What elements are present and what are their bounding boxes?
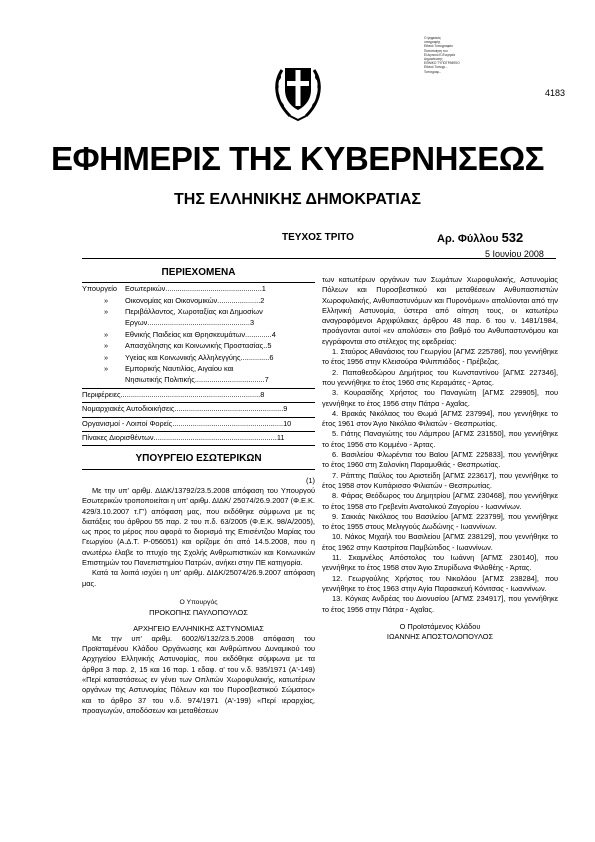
retiree-item: 6. Βασιλείου Φλωρέντια του Βαϊου [ΑΓΜΣ 225833], που γεννήθηκε το έτος 1960 στη Σαλονίκη Παραμυθιάς - Θεσπρωτίας. — [322, 450, 558, 470]
contents-row-label: » — [104, 341, 109, 351]
stamp-line: Ο ψηφιακός — [424, 36, 441, 40]
agency-heading: ΑΡΧΗΓΕΙΟ ΕΛΛΗΝΙΚΗΣ ΑΣΤΥΝΟΜΙΑΣ — [133, 623, 264, 633]
retiree-item: 13. Κόγκας Ανδρέας του Διονυσίου [ΑΓΜΣ 234917], που γεννήθηκε το έτος 1956 στην Πάτρα - Αχαΐας. — [322, 594, 558, 614]
contents-row-text: Νομαρχιακές Αυτοδιοικήσεις.....................................................9 — [82, 404, 288, 414]
stamp-line: Εθνικό Τυπογραφείο — [424, 44, 453, 49]
contents-row — [82, 419, 315, 430]
right-column — [322, 275, 558, 642]
retiree-item: 12. Γεωργούλης Χρήστος του Νικολάου [ΑΓΜΣ 238284], που γεννήθηκε το έτος 1963 στην Αγία Παρασκευή Κόνιτσας - Ιωαννίνων. — [322, 573, 558, 593]
retiree-item: 3. Κουρασίδης Χρήστος του Παναγιώτη [ΑΓΜΣ 229905], που γεννήθηκε το έτος 1956 στην Πάτρα - Αχαΐας. — [322, 388, 558, 408]
decision-number: (1) — [305, 475, 315, 485]
contents-row-text: Περιβάλλοντος, Χωροταξίας και Δημοσίων — [125, 307, 263, 317]
sheet-label: Αρ. Φύλλου — [437, 233, 499, 245]
contents-row-text: Εμπορικής Ναυτιλίας, Αιγαίου και — [125, 364, 234, 374]
divider — [82, 417, 315, 418]
retiree-item: 1. Σταύρος Αθανάσιος του Γεωργίου [ΑΓΜΣ 225786], που γεννήθηκε το έτος 1956 στην Κλεισούρα Φιλιππιάδος - Πρέβεζας. — [322, 347, 558, 367]
decision-paragraph: Με την υπ' αριθμ. ΔΙΔΚ/13792/23.5.2008 απόφαση του Υπουργού Εσωτερικών τροποποιείται η υπ' αριθμ. ΔΙΔΚ/ 25074/26.9.2007 (Φ.Ε.Κ. 429/3.10.2007 τ.Γ') απόφαση μας, που εκδόθηκε σύμφωνα με τις διατάξεις του άρθρου 55 παρ. 2 του π.δ. 63/2005 (Φ.Ε.Κ. 98/Α/2005), ως προς το μέρος που αφορά το διορισμό της Επισέντζου Μαρίας του Γεωργίου (Α.Δ.Τ. Ρ-056051) και ορίζομε ότι από 14.5.2008, που η ανωτέρω έλαβε το πτυχίο της Σχολής Ανθρωπιστικών και Κοινωνικών Επιστημών του Πανεπιστημίου Πατρών, ανήκει στην ΠΕ κατηγορία. — [82, 485, 315, 568]
decision-paragraph: των κατωτέρων οργάνων των Σωμάτων Χωροφυλακής, Αστυνομίας Πόλεων και Πυροσβεστικού και μεταθέσεων Ανθυπασπιστών Χωροφυλακής, Ανθυπαστυνόμων και Πυρονόμων» απολύονται από την Ελληνική Αστυνομία, ύστερα από αίτηση τους, οι κατωτέρω αναγραφόμενοι Αρχιφύλακες άρθρου 48 παρ. 6 του ν. 1481/1984, προάγονται αυτοί «εν απολύσει» στο βαθμό του Ανθυπαστυνόμου και εγγράφονται στο στέλεχος της εφεδρείας: — [322, 275, 558, 346]
stamp-line: ΕΘΝΙΚΟ ΤΥΠΟΓΡΑΦΕΙΟ — [424, 61, 460, 66]
signer-name: ΙΩΑΝΝΗΣ ΑΠΟΣΤΟΛΟΠΟΥΛΟΣ — [386, 632, 494, 642]
contents-row-text: Περιφέρειες....................................................................8 — [82, 389, 265, 399]
contents-row — [82, 318, 315, 329]
contents-row-text: Εργων..................................................3 — [125, 318, 255, 328]
retiree-item: 8. Φάρας Θεόδωρος του Δημητρίου [ΑΓΜΣ 230468], που γεννήθηκε το έτος 1958 στο Γρεβενίτι Ανατολικού Ζαγορίου - Ιωαννίνων. — [322, 491, 558, 511]
section-heading-text: ΥΠΟΥΡΓΕΙΟ ΕΣΩΤΕΡΙΚΩΝ — [135, 453, 262, 465]
retiree-item: 10. Νάκος Μιχαήλ του Βασιλείου [ΑΓΜΣ 238129], που γεννήθηκε το έτος 1962 στην Καστρίτσα Παμβώτιδος - Ιωαννίνων. — [322, 532, 558, 552]
contents-row-text: Πίνακες Διορισθέντων............................................................11 — [82, 432, 285, 442]
contents-row — [82, 341, 315, 352]
page-number: 4183 — [545, 88, 566, 98]
signer-role: Ο Υπουργός — [179, 598, 218, 606]
gazette-subtitle: ΤΗΣ ΕΛΛΗΝΙΚΗΣ ΔΗΜΟΚΡΑΤΙΑΣ — [174, 191, 421, 208]
contents-row-label: » — [104, 364, 109, 374]
divider — [82, 469, 315, 470]
contents-row-label: » — [104, 329, 109, 339]
retiree-item: 2. Παπαθεοδώρου Δημήτριος του Κωνσταντίνου [ΑΓΜΣ 227346], που γεννήθηκε το έτος 1960 στις Κεραμάτες - Άρτας. — [322, 367, 558, 387]
contents-row-label: Υπουργείο — [82, 284, 118, 294]
divider — [82, 431, 315, 432]
signer-role: Ο Προϊστάμενος Κλάδου — [399, 621, 481, 631]
retiree-item: 9. Σακκάς Νικόλαος του Βασιλείου [ΑΓΜΣ 223799], που γεννήθηκε το έτος 1955 στους Μελιγγούς Δωδώνης - Ιωαννίνων. — [322, 511, 558, 532]
contents-row-text: Υγείας και Κοινωνικής Αλληλεγγύης..............6 — [125, 352, 274, 362]
contents-row-text: Εθνικής Παιδείας και Θρησκευμάτων.............4 — [125, 329, 276, 339]
contents-row — [82, 364, 315, 375]
stamp-line: Πιστοποίηση του — [424, 48, 448, 53]
signer-name: ΠΡΟΚΟΠΗΣ ΠΑΥΛΟΠΟΥΛΟΣ — [149, 608, 248, 618]
stamp-line: Τυπογραφ... — [424, 69, 442, 74]
retiree-item: 7. Ράπτης Παύλος του Αριστείδη [ΑΓΜΣ 223617], που γεννήθηκε το έτος 1958 στον Κυπάρισσο Φιλιατών - Θεσπρωτίας. — [322, 470, 558, 490]
contents-row-text: Εσωτερικών...............................................1 — [125, 284, 266, 294]
header-divider — [82, 258, 556, 259]
contents-row — [82, 284, 315, 295]
stamp-line: Δημοσίευσης — [424, 57, 443, 62]
contents-row-text: Νησιωτικής Πολιτικής..................................7 — [125, 375, 269, 385]
decision-paragraph: Κατά τα λοιπά ισχύει η υπ' αριθμ. ΔΙΔΚ/25074/26.9.2007 απόφαση μας. — [82, 568, 315, 588]
contents-row — [82, 375, 315, 386]
contents-row — [82, 404, 315, 415]
gazette-title: ΕΦΗΜΕΡΙΣ ΤΗΣ ΚΥΒΕΡΝΗΣΕΩΣ — [51, 140, 544, 177]
contents-row — [82, 353, 315, 364]
sheet-number — [437, 230, 523, 245]
retiree-item: 11. Σκαμνέλος Απόστολος του Ιωάννη [ΑΓΜΣ 230140], που γεννήθηκε το έτος 1958 στον Άγιο Σπυρίδωνα Φιλοθέης - Άρτας. — [322, 553, 558, 573]
divider — [82, 402, 315, 403]
stamp-line: Εθνικό Τυπογρ... — [424, 65, 448, 70]
sheet-number-value: 532 — [501, 230, 524, 245]
contents-row — [82, 390, 315, 401]
retiree-item: 5. Γιάτης Παναγιώτης του Λάμπρου [ΑΓΜΣ 231550], που γεννήθηκε το έτος 1956 στο Κομμένο - Άρτας. — [322, 429, 558, 449]
contents-row — [82, 307, 315, 318]
stamp-line: Ελληνικού Ε-Ενεργεία — [424, 52, 456, 57]
issue-label: ΤΕΥΧΟΣ ΤΡΙΤΟ — [282, 232, 354, 243]
coat-of-arms-icon — [272, 60, 324, 122]
contents-row-text: Οργανισμοί - Λοιποί Φορείς......................................................10 — [82, 418, 292, 428]
contents-row — [82, 330, 315, 341]
divider — [82, 445, 315, 446]
stamp-line: υπογραφής — [424, 40, 441, 45]
divider — [82, 282, 315, 283]
contents-row — [82, 296, 315, 307]
divider — [82, 388, 315, 389]
contents-row-text: Απασχόλησης και Κοινωνικής Προστασίας..5 — [125, 341, 272, 351]
contents-row-text: Οικονομίας και Οικονομικών.....................2 — [125, 295, 265, 305]
contents-row-label: » — [104, 295, 109, 305]
decision-paragraph: Με την υπ' αριθμ. 6002/6/132/23.5.2008 απόφαση του Προϊσταμένου Κλάδου Οργάνωσης και Ανθρώπινου Δυναμικού του Αρχηγείου Ελληνικής Αστυνομίας, που εκδόθηκε σύμφωνα με τα άρθρα 3 παρ. 2, 15 και 16 παρ. 1 εδαφ. α' του ν.δ. 935/1971 (Α'-149) «Περί καταστάσεως εν γένει των Οπλιτών Χωροφυλακής, κατωτέρων οργάνων της Αστυνομίας Πόλεων και του Πυροσβεστικού Σώματος» και το άρθρο 37 του ν.δ. 974/1971 (Α'-199) «Περί ιεραρχίας, προαγωγών, αποδόσεων και μεταθέσεων — [82, 633, 315, 715]
contents-row-label: » — [104, 307, 109, 317]
contents-row — [82, 433, 315, 444]
contents-heading: ΠΕΡΙΕΧΟΜΕΝΑ — [161, 267, 236, 278]
retiree-item: 4. Βρακάς Νικόλαος του Θωμά [ΑΓΜΣ 237994], που γεννήθηκε το έτος 1961 στον Άγιο Νικόλαο Φιλιατών - Θεσπρωτίας. — [322, 408, 558, 429]
contents-row-label: » — [104, 352, 109, 362]
section-heading — [82, 454, 315, 464]
digital-signature-stamp — [424, 36, 478, 74]
left-column — [82, 262, 315, 716]
issue-date: 5 Ιουνίου 2008 — [485, 249, 544, 259]
